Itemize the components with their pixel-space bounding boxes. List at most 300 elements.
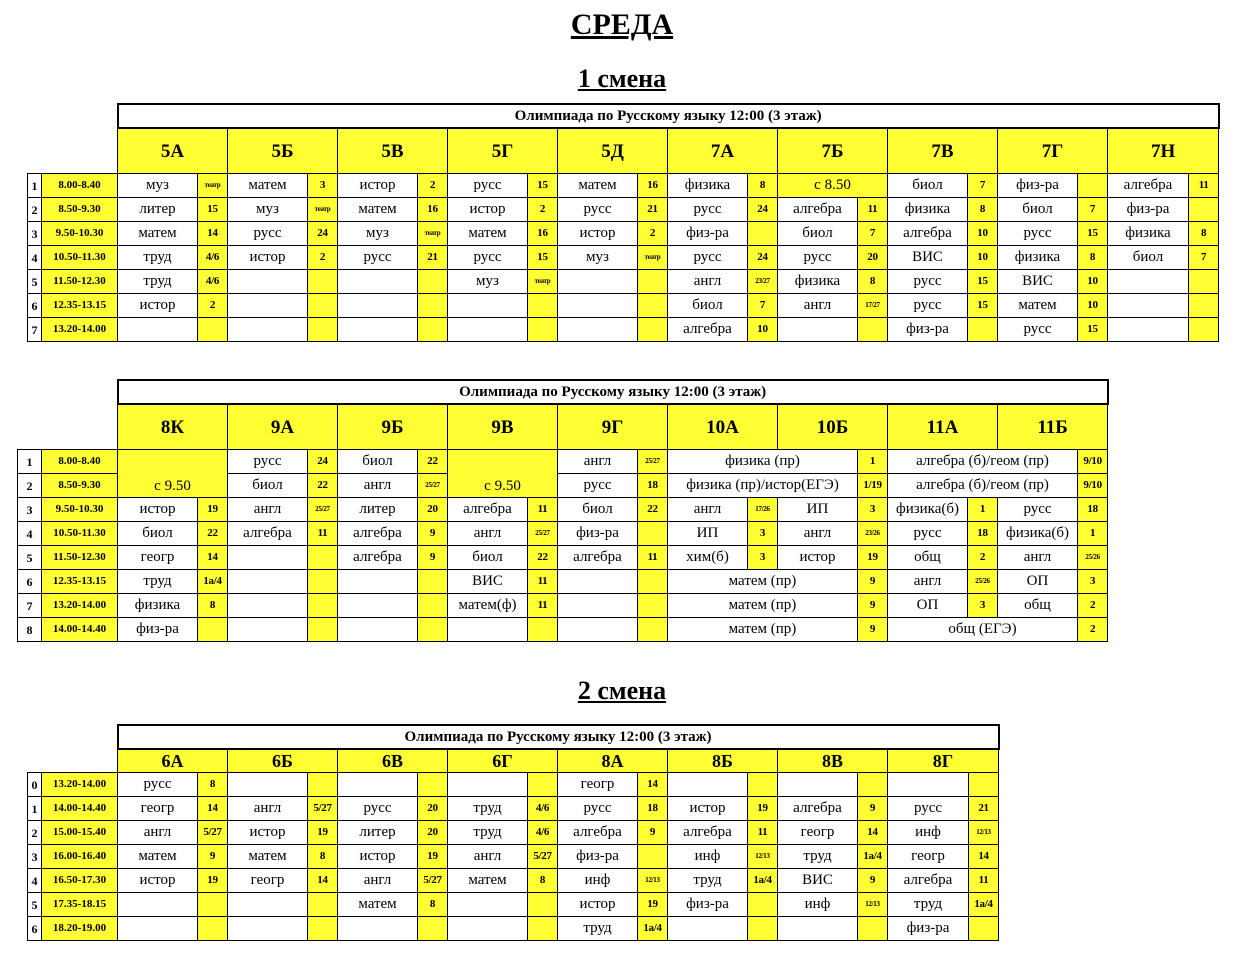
lesson-number: 8: [18, 618, 42, 642]
room-cell: 15: [1078, 222, 1108, 246]
subject-cell: хим(б): [668, 546, 748, 570]
subject-cell: физ-ра: [668, 893, 748, 917]
subject-cell: алгебра: [558, 821, 638, 845]
room-cell: 7: [1189, 246, 1219, 270]
room-cell: 8: [968, 198, 998, 222]
subject-cell: русс: [888, 797, 969, 821]
subject-cell: [668, 773, 748, 797]
class-header: 5Д: [558, 128, 668, 174]
room-cell: 24: [308, 450, 338, 474]
subject-cell: труд: [448, 821, 528, 845]
room-cell: 21: [418, 246, 448, 270]
class-header: 8Г: [888, 749, 999, 773]
room-cell: [198, 893, 228, 917]
subject-cell: общ (ЕГЭ): [888, 618, 1078, 642]
subject-cell: англ: [778, 522, 858, 546]
subject-cell: алгебра: [1108, 174, 1189, 198]
room-cell: 9: [858, 869, 888, 893]
subject-cell: [668, 917, 748, 941]
room-cell: 3: [1078, 570, 1108, 594]
subject-cell: алгебра: [558, 546, 638, 570]
room-cell: 15: [198, 198, 228, 222]
corner-blank: [28, 104, 118, 128]
class-header: 7Б: [778, 128, 888, 174]
subject-cell: матем: [228, 845, 308, 869]
subject-cell: физ-ра: [668, 222, 748, 246]
subject-cell: труд: [778, 845, 858, 869]
subject-cell: [558, 594, 638, 618]
room-cell: [858, 917, 888, 941]
subject-cell: англ: [448, 845, 528, 869]
class-header: 11А: [888, 404, 998, 450]
room-cell: 14: [198, 797, 228, 821]
room-cell: 18: [1078, 498, 1108, 522]
room-cell: [528, 773, 558, 797]
subject-cell: биол: [888, 174, 968, 198]
room-cell: 23/27: [748, 270, 778, 294]
room-cell: 19: [638, 893, 668, 917]
subject-cell: с 8.50: [778, 174, 888, 198]
lesson-number: 5: [18, 546, 42, 570]
room-cell: 2: [638, 222, 668, 246]
subject-cell: русс: [228, 450, 308, 474]
room-cell: 18: [968, 522, 998, 546]
room-cell: [418, 318, 448, 342]
room-cell: 10: [968, 246, 998, 270]
subject-cell: геогр: [118, 797, 198, 821]
subject-cell: истор: [118, 498, 198, 522]
subject-cell: муз: [558, 246, 638, 270]
lesson-number: 0: [28, 773, 42, 797]
room-cell: 14: [308, 869, 338, 893]
table-row: [18, 618, 1108, 642]
room-cell: 2: [1078, 618, 1108, 642]
table-row: [28, 845, 999, 869]
class-header: 7А: [668, 128, 778, 174]
subject-cell: англ: [668, 498, 748, 522]
room-cell: 10: [748, 318, 778, 342]
room-cell: [528, 893, 558, 917]
subject-cell: матем(ф): [448, 594, 528, 618]
subject-cell: [228, 773, 308, 797]
class-header: 9А: [228, 404, 338, 450]
subject-cell: [888, 773, 969, 797]
room-cell: [418, 270, 448, 294]
room-cell: 8: [308, 845, 338, 869]
subject-cell: муз: [118, 174, 198, 198]
subject-cell: инф: [888, 821, 969, 845]
room-cell: 1а/4: [198, 570, 228, 594]
class-header: 7В: [888, 128, 998, 174]
room-cell: 1а/4: [638, 917, 668, 941]
room-cell: 25/27: [528, 522, 558, 546]
subject-cell: [228, 294, 308, 318]
room-cell: 8: [1078, 246, 1108, 270]
room-cell: 15: [528, 174, 558, 198]
subject-cell: алгебра (б)/геом (пр): [888, 450, 1078, 474]
subject-cell: геогр: [228, 869, 308, 893]
subject-cell: физ-ра: [558, 845, 638, 869]
room-cell: 8: [748, 174, 778, 198]
room-cell: 14: [198, 222, 228, 246]
room-cell: 15: [968, 294, 998, 318]
subject-cell: [448, 294, 528, 318]
subject-cell: матем: [228, 174, 308, 198]
subject-cell: физ-ра: [1108, 198, 1189, 222]
room-cell: [308, 618, 338, 642]
room-cell: 11: [748, 821, 778, 845]
room-cell: [969, 773, 999, 797]
room-cell: 14: [198, 546, 228, 570]
corner-blank: [28, 725, 118, 749]
room-cell: [748, 917, 778, 941]
subject-cell: англ: [228, 797, 308, 821]
subject-cell: [778, 773, 858, 797]
subject-cell: истор: [338, 174, 418, 198]
room-cell: 19: [198, 498, 228, 522]
lesson-time: 12.35-13.15: [42, 294, 118, 318]
subject-cell: физика: [998, 246, 1078, 270]
room-cell: 12/13: [969, 821, 999, 845]
subject-cell: русс: [558, 198, 638, 222]
room-cell: [308, 893, 338, 917]
room-cell: 19: [858, 546, 888, 570]
subject-cell: русс: [778, 246, 858, 270]
corner-blank: [18, 404, 118, 450]
room-cell: 11: [308, 522, 338, 546]
room-cell: [638, 318, 668, 342]
table-row: [28, 821, 999, 845]
room-cell: 2: [1078, 594, 1108, 618]
subject-cell: русс: [998, 318, 1078, 342]
class-header: 11Б: [998, 404, 1108, 450]
room-cell: 1/19: [858, 474, 888, 498]
subject-cell: англ: [338, 869, 418, 893]
room-cell: 3: [308, 174, 338, 198]
subject-cell: физика: [778, 270, 858, 294]
lesson-number: 2: [18, 474, 42, 498]
subject-cell: литер: [118, 198, 198, 222]
table-row: [28, 797, 999, 821]
subject-cell: [338, 917, 418, 941]
subject-cell: русс: [448, 246, 528, 270]
class-header: 6Б: [228, 749, 338, 773]
room-cell: [308, 773, 338, 797]
subject-cell: истор: [228, 821, 308, 845]
merged-start-note: с 9.50: [118, 450, 228, 498]
lesson-number: 4: [18, 522, 42, 546]
lesson-time: 13.20-14.00: [42, 773, 118, 797]
page-title: СРЕДА: [570, 8, 674, 41]
subject-cell: физика: [118, 594, 198, 618]
subject-cell: [228, 618, 308, 642]
subject-cell: муз: [228, 198, 308, 222]
room-cell: 24: [748, 198, 778, 222]
room-cell: 10: [968, 222, 998, 246]
subject-cell: матем: [448, 869, 528, 893]
subject-cell: физика(б): [888, 498, 968, 522]
room-cell: 19: [418, 845, 448, 869]
subject-cell: [338, 773, 418, 797]
room-cell: 12/13: [858, 893, 888, 917]
subject-cell: биол: [558, 498, 638, 522]
room-cell: театр: [638, 246, 668, 270]
room-cell: 7: [1078, 198, 1108, 222]
subject-cell: геогр: [118, 546, 198, 570]
subject-cell: матем: [338, 198, 418, 222]
subject-cell: [338, 570, 418, 594]
room-cell: 1: [968, 498, 998, 522]
room-cell: 15: [528, 246, 558, 270]
room-cell: 4/6: [198, 246, 228, 270]
room-cell: 8: [198, 773, 228, 797]
subject-cell: ОП: [888, 594, 968, 618]
room-cell: [638, 845, 668, 869]
room-cell: [418, 773, 448, 797]
room-cell: 9: [858, 618, 888, 642]
lesson-time: 13.20-14.00: [42, 318, 118, 342]
subject-cell: геогр: [558, 773, 638, 797]
room-cell: 1: [1078, 522, 1108, 546]
table-row: [28, 222, 1219, 246]
subject-cell: [1108, 270, 1189, 294]
room-cell: 1а/4: [858, 845, 888, 869]
subject-cell: ВИС: [888, 246, 968, 270]
lesson-time: 18.20-19.00: [42, 917, 118, 941]
class-header: 5Б: [228, 128, 338, 174]
room-cell: 12/13: [638, 869, 668, 893]
room-cell: 1а/4: [969, 893, 999, 917]
room-cell: 20: [858, 246, 888, 270]
lesson-number: 3: [28, 845, 42, 869]
corner-blank: [18, 380, 118, 404]
room-cell: [638, 594, 668, 618]
lesson-number: 3: [28, 222, 42, 246]
subject-cell: истор: [118, 869, 198, 893]
table-row: [28, 893, 999, 917]
subject-cell: русс: [998, 222, 1078, 246]
room-cell: 25/27: [308, 498, 338, 522]
schedule-table-shift1-grades5-7: [27, 103, 1220, 342]
room-cell: 9: [418, 522, 448, 546]
lesson-time: 8.50-9.30: [42, 198, 118, 222]
lesson-number: 5: [28, 893, 42, 917]
subject-cell: [558, 294, 638, 318]
subject-cell: [448, 773, 528, 797]
subject-cell: общ: [998, 594, 1078, 618]
shift-2-title: 2 смена: [577, 676, 667, 705]
room-cell: 22: [638, 498, 668, 522]
class-header: 8Б: [668, 749, 778, 773]
subject-cell: англ: [998, 546, 1078, 570]
room-cell: [198, 318, 228, 342]
lesson-time: 8.00-8.40: [42, 174, 118, 198]
room-cell: [638, 570, 668, 594]
subject-cell: литер: [338, 821, 418, 845]
lesson-number: 1: [28, 174, 42, 198]
subject-cell: [448, 618, 528, 642]
room-cell: 9: [418, 546, 448, 570]
subject-cell: [448, 917, 528, 941]
subject-cell: биол: [228, 474, 308, 498]
class-header: 6Г: [448, 749, 558, 773]
room-cell: 4/6: [528, 821, 558, 845]
subject-cell: инф: [558, 869, 638, 893]
subject-cell: труд: [118, 570, 198, 594]
room-cell: 17/27: [858, 294, 888, 318]
room-cell: 22: [198, 522, 228, 546]
subject-cell: [448, 893, 528, 917]
room-cell: 8: [1189, 222, 1219, 246]
table-row: [18, 522, 1108, 546]
subject-cell: [118, 318, 198, 342]
lesson-number: 6: [28, 917, 42, 941]
room-cell: [1189, 198, 1219, 222]
subject-cell: [778, 318, 858, 342]
subject-cell: труд: [118, 246, 198, 270]
lesson-time: 16.50-17.30: [42, 869, 118, 893]
shift-1-title: 1 смена: [577, 64, 667, 93]
schedule-table-shift1-grades8-11: [17, 379, 1109, 642]
subject-cell: [118, 893, 198, 917]
room-cell: [858, 773, 888, 797]
lesson-number: 1: [28, 797, 42, 821]
room-cell: 5/27: [418, 869, 448, 893]
subject-cell: [558, 270, 638, 294]
room-cell: 11: [528, 570, 558, 594]
subject-cell: геогр: [888, 845, 969, 869]
subject-cell: [228, 546, 308, 570]
subject-cell: матем (пр): [668, 570, 858, 594]
room-cell: 19: [748, 797, 778, 821]
subject-cell: [338, 270, 418, 294]
room-cell: [418, 917, 448, 941]
lesson-number: 5: [28, 270, 42, 294]
lesson-time: 9.50-10.30: [42, 222, 118, 246]
room-cell: 3: [748, 522, 778, 546]
subject-cell: физ-ра: [888, 318, 968, 342]
room-cell: 4/6: [528, 797, 558, 821]
lesson-time: 11.50-12.30: [42, 546, 118, 570]
subject-cell: англ: [338, 474, 418, 498]
room-cell: 19: [198, 869, 228, 893]
subject-cell: англ: [558, 450, 638, 474]
room-cell: 15: [1078, 318, 1108, 342]
room-cell: [638, 270, 668, 294]
room-cell: 2: [198, 294, 228, 318]
room-cell: 9: [198, 845, 228, 869]
room-cell: 24: [748, 246, 778, 270]
class-header: 10А: [668, 404, 778, 450]
subject-cell: труд: [668, 869, 748, 893]
room-cell: [1189, 294, 1219, 318]
lesson-number: 4: [28, 246, 42, 270]
room-cell: 3: [748, 546, 778, 570]
room-cell: [858, 318, 888, 342]
room-cell: 12/13: [748, 845, 778, 869]
lesson-number: 2: [28, 821, 42, 845]
subject-cell: труд: [888, 893, 969, 917]
table-row: [18, 546, 1108, 570]
lesson-time: 8.50-9.30: [42, 474, 118, 498]
subject-cell: истор: [558, 222, 638, 246]
lesson-number: 3: [18, 498, 42, 522]
subject-cell: [228, 318, 308, 342]
room-cell: [528, 618, 558, 642]
subject-cell: физика: [888, 198, 968, 222]
lesson-number: 4: [28, 869, 42, 893]
subject-cell: труд: [448, 797, 528, 821]
subject-cell: алгебра: [668, 318, 748, 342]
room-cell: 5/27: [308, 797, 338, 821]
room-cell: 1: [858, 450, 888, 474]
room-cell: 18: [638, 797, 668, 821]
class-header: 8А: [558, 749, 668, 773]
room-cell: 14: [858, 821, 888, 845]
room-cell: 9: [858, 797, 888, 821]
subject-cell: алгебра: [338, 546, 418, 570]
subject-cell: инф: [668, 845, 748, 869]
room-cell: 2: [418, 174, 448, 198]
subject-cell: матем: [118, 222, 198, 246]
lesson-time: 11.50-12.30: [42, 270, 118, 294]
subject-cell: [228, 570, 308, 594]
lesson-time: 9.50-10.30: [42, 498, 118, 522]
subject-cell: англ: [448, 522, 528, 546]
lesson-time: 14.00-14.40: [42, 797, 118, 821]
subject-cell: матем: [448, 222, 528, 246]
subject-cell: матем (пр): [668, 594, 858, 618]
room-cell: 20: [418, 797, 448, 821]
subject-cell: англ: [668, 270, 748, 294]
lesson-number: 1: [18, 450, 42, 474]
room-cell: 5/27: [528, 845, 558, 869]
room-cell: 8: [528, 869, 558, 893]
lesson-number: 7: [18, 594, 42, 618]
subject-cell: ВИС: [448, 570, 528, 594]
room-cell: 7: [858, 222, 888, 246]
subject-cell: ИП: [668, 522, 748, 546]
subject-cell: физ-ра: [998, 174, 1078, 198]
room-cell: [638, 294, 668, 318]
subject-cell: ИП: [778, 498, 858, 522]
room-cell: [528, 294, 558, 318]
corner-blank: [28, 749, 118, 773]
subject-cell: геогр: [778, 821, 858, 845]
subject-cell: истор: [338, 845, 418, 869]
class-header: 6А: [118, 749, 228, 773]
subject-cell: русс: [228, 222, 308, 246]
subject-cell: русс: [338, 246, 418, 270]
room-cell: [968, 318, 998, 342]
subject-cell: [228, 594, 308, 618]
room-cell: 20: [418, 821, 448, 845]
class-header: 9Г: [558, 404, 668, 450]
table-row: [28, 773, 999, 797]
subject-cell: физика: [668, 174, 748, 198]
room-cell: театр: [308, 198, 338, 222]
subject-cell: труд: [558, 917, 638, 941]
room-cell: [638, 522, 668, 546]
room-cell: 8: [858, 270, 888, 294]
room-cell: 8: [418, 893, 448, 917]
room-cell: театр: [528, 270, 558, 294]
room-cell: [308, 570, 338, 594]
room-cell: 9: [638, 821, 668, 845]
subject-cell: физика (пр)/истор(ЕГЭ): [668, 474, 858, 498]
room-cell: [638, 618, 668, 642]
subject-cell: физ-ра: [558, 522, 638, 546]
